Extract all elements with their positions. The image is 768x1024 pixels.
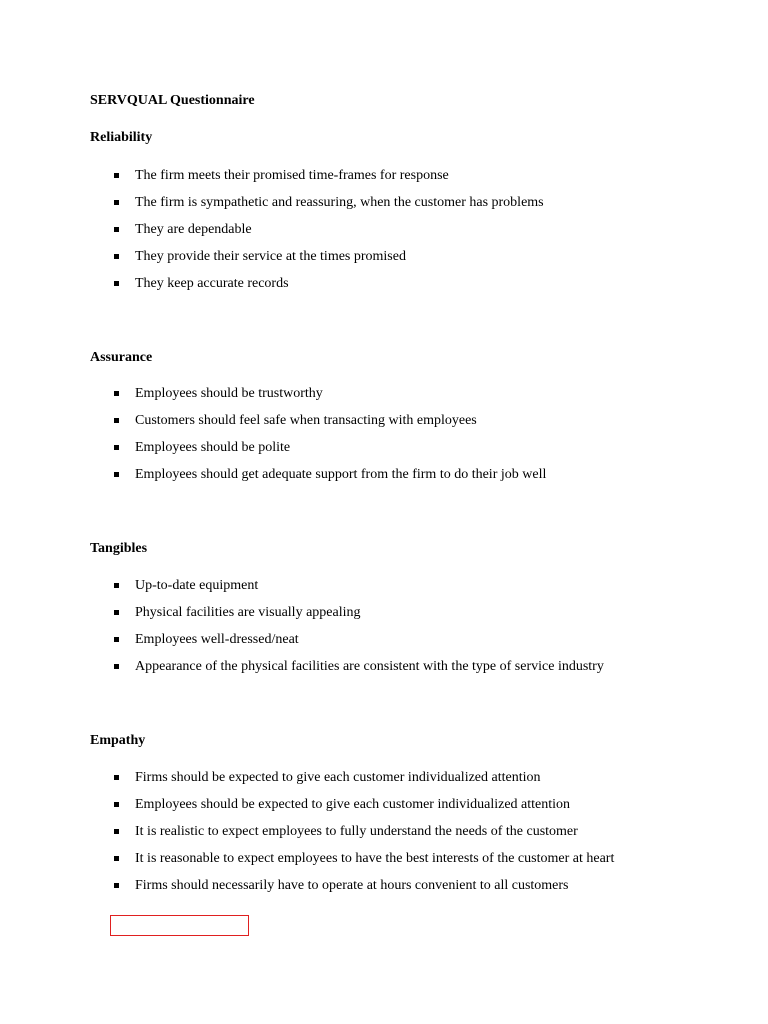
- section-heading-tangibles: Tangibles: [90, 541, 148, 556]
- section-heading-reliability: Reliability: [90, 130, 153, 145]
- square-bullet-icon: [114, 829, 119, 834]
- list-item-text: Firms should necessarily have to operate at hours convenient to all customers: [135, 878, 569, 893]
- annotation-box: [110, 915, 249, 936]
- section-heading-assurance: Assurance: [90, 350, 153, 365]
- square-bullet-icon: [114, 391, 119, 396]
- square-bullet-icon: [114, 664, 119, 669]
- list-item-text: They are dependable: [135, 222, 252, 237]
- list-item-text: Employees should get adequate support from the firm to do their job well: [135, 467, 547, 482]
- square-bullet-icon: [114, 637, 119, 642]
- square-bullet-icon: [114, 254, 119, 259]
- square-bullet-icon: [114, 775, 119, 780]
- list-item-text: Appearance of the physical facilities are consistent with the type of service industry: [135, 659, 604, 674]
- list-item-text: The firm is sympathetic and reassuring, when the customer has problems: [135, 195, 544, 210]
- square-bullet-icon: [114, 472, 119, 477]
- square-bullet-icon: [114, 583, 119, 588]
- list-item-text: Employees should be expected to give each customer individualized attention: [135, 797, 571, 812]
- square-bullet-icon: [114, 281, 119, 286]
- list-item-text: Up-to-date equipment: [135, 578, 259, 593]
- square-bullet-icon: [114, 445, 119, 450]
- list-item-text: Physical facilities are visually appealing: [135, 605, 361, 620]
- square-bullet-icon: [114, 418, 119, 423]
- list-item-text: Employees well-dressed/neat: [135, 632, 299, 647]
- square-bullet-icon: [114, 173, 119, 178]
- square-bullet-icon: [114, 802, 119, 807]
- list-item-text: Employees should be polite: [135, 440, 291, 455]
- list-item-text: It is reasonable to expect employees to have the best interests of the customer at heart: [135, 851, 615, 866]
- list-item-text: Firms should be expected to give each customer individualized attention: [135, 770, 541, 785]
- square-bullet-icon: [114, 200, 119, 205]
- list-item-text: Employees should be trustworthy: [135, 386, 323, 401]
- document-title: SERVQUAL Questionnaire: [90, 93, 255, 108]
- square-bullet-icon: [114, 227, 119, 232]
- list-item-text: The firm meets their promised time-frames for response: [135, 168, 449, 183]
- square-bullet-icon: [114, 856, 119, 861]
- square-bullet-icon: [114, 883, 119, 888]
- section-heading-empathy: Empathy: [90, 733, 146, 748]
- list-item-text: It is realistic to expect employees to fully understand the needs of the customer: [135, 824, 578, 839]
- list-item-text: They provide their service at the times promised: [135, 249, 406, 264]
- square-bullet-icon: [114, 610, 119, 615]
- list-item-text: They keep accurate records: [135, 276, 289, 291]
- list-item-text: Customers should feel safe when transacting with employees: [135, 413, 477, 428]
